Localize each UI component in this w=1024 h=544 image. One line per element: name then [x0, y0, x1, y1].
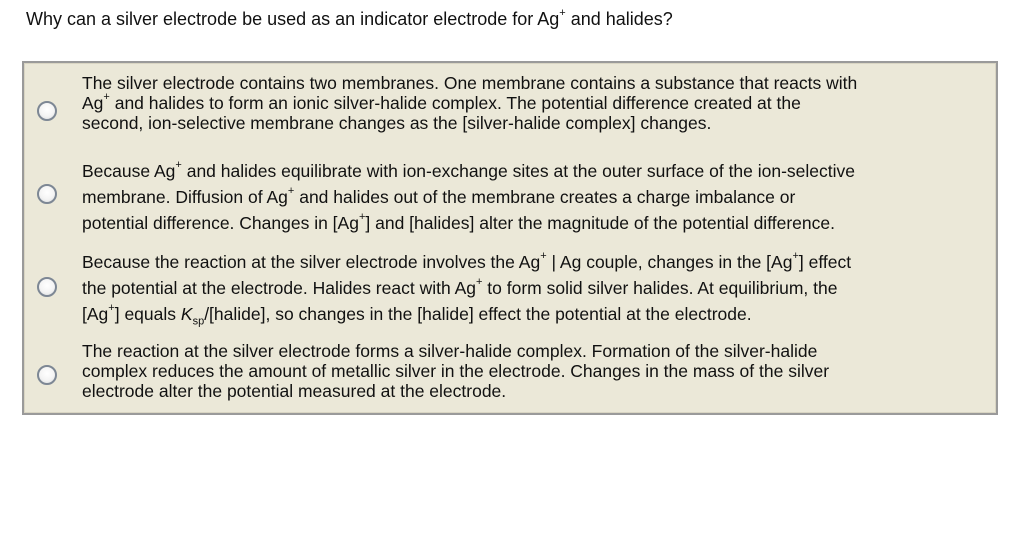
superscript-plus: + [358, 211, 366, 224]
text-run: and halides to form an ionic silver-halide complex. The potential difference created at the [109, 93, 801, 113]
text-run: Because Ag [82, 161, 176, 181]
answer-choice-text [82, 158, 986, 236]
choice-line [82, 93, 986, 113]
choice-line [82, 301, 986, 327]
text-run: ] effect [798, 252, 852, 272]
question-text-part: Why can a silver electrode be used as an indicator electrode for Ag [26, 9, 560, 29]
text-run: and halides out of the membrane creates a charge imbalance or [294, 187, 796, 207]
question-text [26, 8, 673, 30]
answer-choices-panel [22, 61, 998, 415]
text-run: [Ag [82, 304, 109, 324]
choice-line [82, 275, 986, 301]
superscript-plus: + [287, 185, 295, 198]
choice-line: electrode alter the potential measured at the electrode. [82, 381, 507, 401]
superscript-plus: + [108, 302, 115, 315]
choice-line [82, 210, 986, 236]
superscript-plus: + [540, 250, 547, 263]
radio-button-icon[interactable] [37, 184, 57, 204]
text-run: and halides equilibrate with ion-exchange sites at the outer surface of the ion-selective [181, 161, 856, 181]
text-run: Because the reaction at the silver electrode involves the Ag [82, 252, 541, 272]
text-run: /[halide], so changes in the [halide] effect the potential at the electrode. [204, 304, 752, 324]
text-run: ] equals [114, 304, 181, 324]
choice-line [82, 158, 986, 184]
choice-line: The reaction at the silver electrode forms a silver-halide complex. Formation of the silver-halide [82, 341, 818, 361]
text-run: ] and [halides] alter the magnitude of the potential difference. [365, 213, 835, 233]
choice-line: complex reduces the amount of metallic silver in the electrode. Changes in the mass of the silver [82, 361, 830, 381]
k-symbol: K [180, 304, 193, 324]
question-text-part: and halides? [565, 9, 673, 29]
radio-button-icon[interactable] [37, 277, 57, 297]
superscript-plus: + [792, 250, 799, 263]
choice-line [82, 249, 986, 275]
choice-line [82, 184, 986, 210]
choice-line: second, ion-selective membrane changes as the [silver-halide complex] changes. [82, 113, 712, 133]
superscript-plus: + [103, 91, 110, 104]
answer-choice-text [82, 73, 986, 133]
text-run: potential difference. Changes in [Ag [82, 213, 359, 233]
radio-button-icon[interactable] [37, 101, 57, 121]
answer-choice-text [82, 341, 986, 401]
superscript-plus: + [559, 7, 566, 19]
text-run: to form solid silver halides. At equilibrium, the [482, 278, 838, 298]
superscript-plus: + [175, 159, 182, 172]
superscript-plus: + [476, 276, 483, 289]
text-run: the potential at the electrode. Halides react with Ag [82, 278, 476, 298]
text-run: membrane. Diffusion of Ag [82, 187, 288, 207]
text-run: | Ag couple, changes in the [Ag [546, 252, 793, 272]
answer-choice-text [82, 249, 986, 327]
text-run: Ag [82, 93, 104, 113]
subscript-sp: sp [192, 315, 205, 328]
choice-line: The silver electrode contains two membranes. One membrane contains a substance that reacts with [82, 73, 858, 93]
radio-button-icon[interactable] [37, 365, 57, 385]
